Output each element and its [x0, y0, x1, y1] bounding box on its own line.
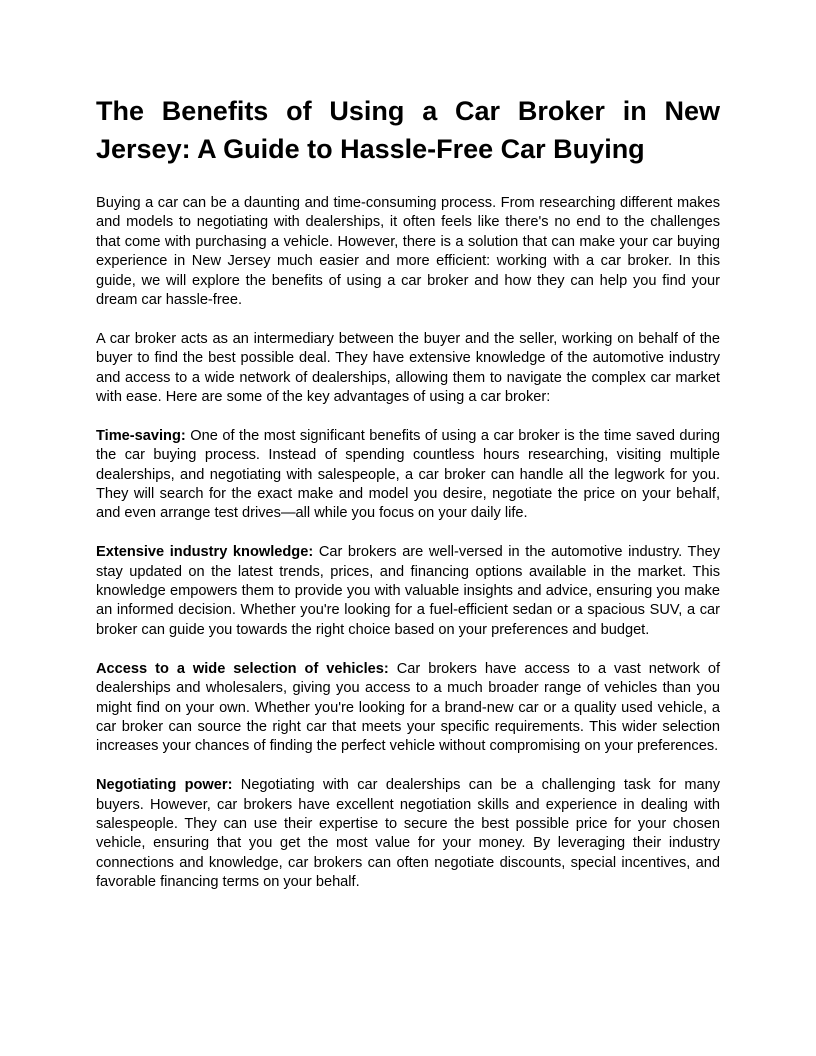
benefit-text: Negotiating with car dealerships can be a challenging task for many buyers. However, car brokers have excellent negotiation skills and experience in dealing with salespeople. They can use their expertise to secure the best possible price for your chosen vehicle, ensuring that you get the most value for your money. By leveraging their industry connections and knowledge, car brokers can often negotiate discounts, special incentives, and favorable financing terms on your behalf.	[96, 777, 721, 891]
intro-paragraph: Buying a car can be a daunting and time-consuming process. From researching different makes and models to negotiating with dealerships, it often feels like there's no end to the challenges that come with purchasing a vehicle. However, there is a solution that can make your car buying experience in New Jersey much easier and more efficient: working with a car broker. In this guide, we will explore the benefits of using a car broker and how they can help you find your dream car hassle-free.	[96, 195, 720, 309]
benefit-heading: Extensive industry knowledge:	[96, 544, 314, 561]
benefit-vehicle-selection	[96, 660, 720, 757]
benefit-heading: Access to a wide selection of vehicles:	[96, 660, 389, 677]
benefit-industry-knowledge	[96, 543, 720, 640]
benefit-text: Car brokers have access to a vast network of dealerships and wholesalers, giving you access to a much broader range of vehicles than you might find on your own. Whether you're looking for a brand-new car or a quality used vehicle, a car broker can source the right car that meets your specific requirements. This wider selection increases your chances of finding the perfect vehicle without compromising on your preferences.	[96, 660, 720, 755]
benefit-heading: Negotiating power:	[96, 777, 233, 794]
benefit-heading: Time-saving:	[96, 427, 186, 444]
document-title: The Benefits of Using a Car Broker in New Jersey: A Guide to Hassle-Free Car Buying	[96, 96, 720, 164]
overview-paragraph: A car broker acts as an intermediary between the buyer and the seller, working on behalf of the buyer to find the best possible deal. They have extensive knowledge of the automotive industry and access to a wide network of dealerships, allowing them to navigate the complex car market with ease. Here are some of the key advantages of using a car broker:	[96, 330, 720, 406]
benefit-text: One of the most significant benefits of using a car broker is the time saved during the car buying process. Instead of spending countless hours researching, visiting multiple dealerships, and negotiating with salespeople, a car broker can handle all the legwork for you. They will search for the exact make and model you desire, negotiate the price on your behalf, and even arrange test drives—all while you focus on your daily life.	[96, 427, 721, 522]
document-page	[96, 92, 720, 893]
benefit-text: Car brokers are well-versed in the automotive industry. They stay updated on the latest trends, prices, and financing options available in the market. This knowledge empowers them to provide you with valuable insights and advice, ensuring you make an informed decision. Whether you're looking for a fuel-efficient sedan or a spacious SUV, a car broker can guide you towards the right choice based on your preferences and budget.	[96, 544, 720, 638]
benefit-negotiating-power	[96, 776, 720, 892]
benefit-time-saving	[96, 427, 720, 524]
